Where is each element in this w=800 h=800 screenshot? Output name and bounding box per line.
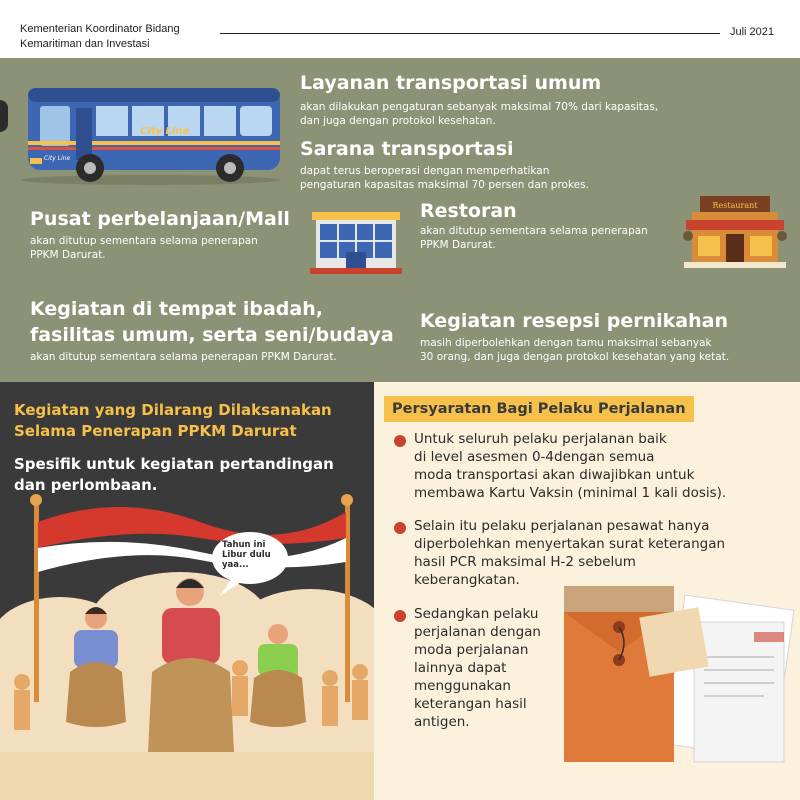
organization-name: Kementerian Koordinator Bidang Kemaritiman dan Investasi	[20, 23, 180, 50]
mall-desc: akan ditutup sementara selama penerapan PPKM Darurat.	[30, 235, 258, 261]
bus-brand-label: City Line	[140, 126, 190, 137]
requirement-item-1: Untuk seluruh pelaku perjalanan baik di level asesmen 0-4dengan semua moda transportasi akan diwajibkan untuk membawa Kartu Vaksin (minimal 1 kali dosis).	[414, 431, 727, 501]
prohibited-title: Kegiatan yang Dilarang Dilaksanakan Selama Penerapan PPKM Darurat	[14, 401, 332, 440]
transport-desc: akan dilakukan pengaturan sebanyak maksimal 70% dari kapasitas, dan juga dengan protokol kesehatan.	[300, 101, 659, 127]
requirement-item-2: Selain itu pelaku perjalanan pesawat hanya diperbolehkan menyertakan surat keterangan hasil PCR maksimal H-2 sebelum keberangkatan.	[414, 518, 726, 588]
resepsi-desc: masih diperbolehkan dengan tamu maksimal sebanyak 30 orang, dan juga dengan protokol kesehatan yang ketat.	[420, 337, 730, 363]
requirement-item-3: Sedangkan pelaku perjalanan dengan moda perjalanan lainnya dapat menggunakan keterangan hasil antigen.	[414, 606, 541, 730]
publication-date: Juli 2021	[730, 26, 775, 38]
sarana-title: Sarana transportasi	[300, 138, 514, 160]
car-fragment	[0, 100, 8, 132]
bullet-1	[394, 435, 406, 447]
prohibited-activities-panel	[0, 382, 374, 800]
restaurant-sign-text: Restaurant	[712, 201, 758, 210]
bus-illustration	[0, 78, 290, 188]
bullet-3	[394, 610, 406, 622]
header-divider	[220, 33, 720, 34]
ibadah-desc: akan ditutup sementara selama penerapan PPKM Darurat.	[30, 351, 337, 363]
sack-race-illustration	[0, 382, 374, 800]
ibadah-title: Kegiatan di tempat ibadah, fasilitas umum, serta seni/budaya	[30, 298, 394, 346]
sarana-desc: dapat terus beroperasi dengan memperhatikan pengaturan kapasitas maksimal 70 persen dan prokes.	[300, 165, 589, 191]
restoran-desc: akan ditutup sementara selama penerapan PPKM Darurat.	[420, 225, 648, 251]
transport-title: Layanan transportasi umum	[300, 72, 602, 94]
speech-bubble-text: Tahun ini Libur dulu yaa...	[222, 540, 271, 570]
mall-building-icon	[310, 206, 402, 276]
mall-title: Pusat perbelanjaan/Mall	[30, 208, 290, 230]
bus-brand-label-small: City Line	[44, 155, 71, 162]
requirements-title: Persyaratan Bagi Pelaku Perjalanan	[384, 396, 694, 422]
restoran-title: Restoran	[420, 200, 517, 222]
prohibited-subtitle: Spesifik untuk kegiatan pertandingan dan perlombaan.	[14, 455, 334, 494]
restaurant-building-icon	[680, 186, 790, 272]
documents-illustration	[554, 572, 800, 800]
resepsi-title: Kegiatan resepsi pernikahan	[420, 310, 728, 332]
bullet-2	[394, 522, 406, 534]
travel-requirements-panel	[374, 382, 800, 800]
